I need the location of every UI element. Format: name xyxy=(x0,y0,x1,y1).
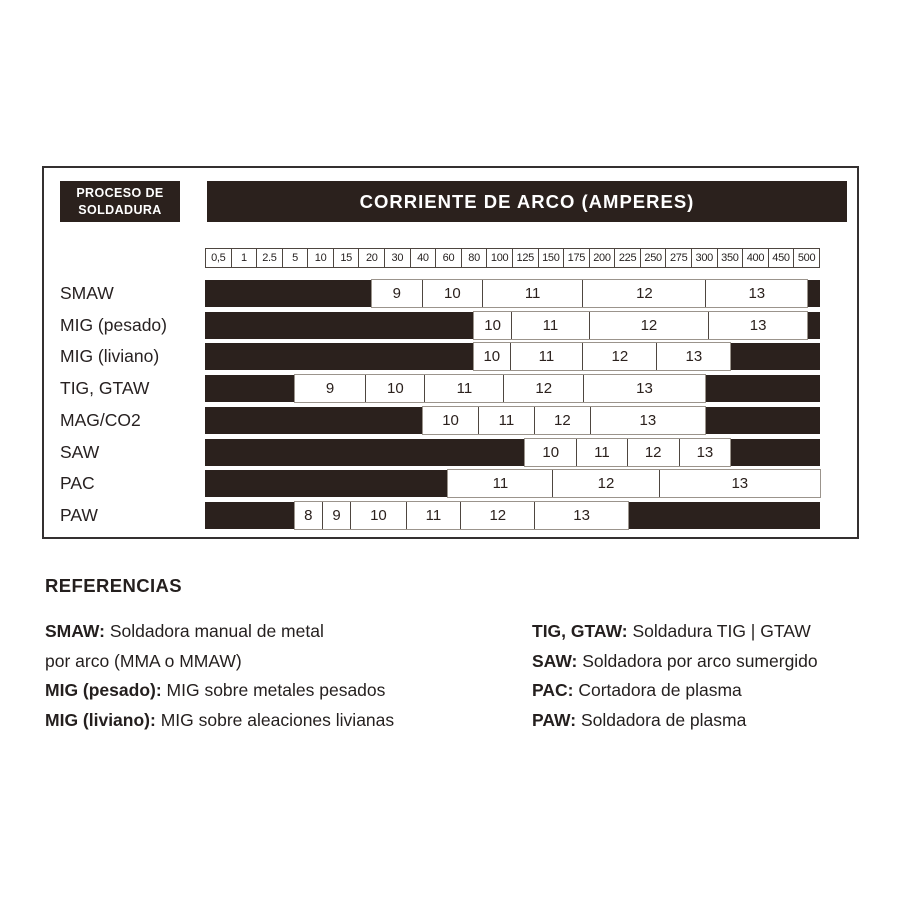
scale-cell: 80 xyxy=(461,249,487,267)
references-title: REFERENCIAS xyxy=(45,575,182,596)
reference-description: Soldadura TIG | GTAW xyxy=(627,621,811,641)
shade-cell: 10 xyxy=(442,412,459,429)
shade-cell: 10 xyxy=(422,280,482,307)
shade-cell: 13 xyxy=(679,439,731,466)
shade-cell-group xyxy=(422,406,706,435)
row-bar xyxy=(205,375,820,402)
row-label: MIG (liviano) xyxy=(60,346,160,366)
row-label: SAW xyxy=(60,442,100,462)
shade-cell: 12 xyxy=(460,502,534,529)
scale-cell: 500 xyxy=(793,249,819,267)
shade-cell-group xyxy=(371,279,809,308)
shade-cell: 11 xyxy=(406,502,460,529)
reference-line xyxy=(532,706,892,736)
scale-cell: 350 xyxy=(717,249,743,267)
row-bar xyxy=(205,312,820,339)
shade-cell-group xyxy=(294,501,629,530)
shade-cell: 8 xyxy=(304,507,313,524)
shade-cell: 13 xyxy=(583,375,704,402)
shade-cell: 12 xyxy=(627,439,679,466)
reference-line xyxy=(532,617,892,647)
reference-description: MIG sobre metales pesados xyxy=(161,680,386,701)
shade-cell: 11 xyxy=(511,312,589,339)
scale-cell: 275 xyxy=(665,249,691,267)
scale-cell: 150 xyxy=(538,249,564,267)
process-header-line2: SOLDADURA xyxy=(78,202,162,217)
shade-cell: 13 xyxy=(705,280,807,307)
shade-cell: 11 xyxy=(492,475,509,492)
reference-term: TIG, GTAW: xyxy=(532,621,628,641)
shade-cell-group xyxy=(473,311,808,340)
process-header-line1: PROCESO DE xyxy=(76,186,164,200)
row-label: MAG/CO2 xyxy=(60,410,141,430)
reference-description: Soldadora manual de metal xyxy=(104,621,324,641)
scale-cell: 200 xyxy=(589,249,615,267)
reference-line xyxy=(45,647,475,677)
shade-cell: 10 xyxy=(483,348,501,365)
scale-cell: 300 xyxy=(691,249,717,267)
shade-cell: 13 xyxy=(659,470,820,497)
scale-cell: 400 xyxy=(742,249,768,267)
row-bar xyxy=(205,343,820,370)
shade-cell-group xyxy=(294,374,706,403)
shade-cell: 12 xyxy=(582,280,705,307)
shade-cell: 12 xyxy=(589,312,708,339)
reference-description: Soldadora de plasma xyxy=(576,709,747,730)
scale-cell: 225 xyxy=(614,249,640,267)
process-header-box xyxy=(60,181,180,222)
reference-term: SMAW: xyxy=(45,621,105,641)
chart-title-bar xyxy=(207,181,847,222)
scale-cell: 1 xyxy=(231,249,257,267)
row-bar xyxy=(205,280,820,307)
scale-cell: 40 xyxy=(410,249,436,267)
scale-cell: 2.5 xyxy=(256,249,282,267)
shade-cell: 11 xyxy=(424,375,503,402)
reference-description: por arco (MMA o MMAW) xyxy=(45,650,242,671)
scale-cell: 450 xyxy=(768,249,794,267)
reference-description: Soldadora por arco sumergido xyxy=(577,650,818,671)
shade-cell-group xyxy=(447,469,821,498)
reference-term: MIG (pesado): xyxy=(45,680,162,701)
shade-cell: 13 xyxy=(708,312,807,339)
row-label: SMAW xyxy=(60,283,114,303)
scale-cell: 10 xyxy=(307,249,333,267)
reference-line xyxy=(532,676,892,706)
shade-cell: 12 xyxy=(582,343,656,370)
reference-line xyxy=(45,617,475,647)
shade-cell: 11 xyxy=(482,280,583,307)
shade-cell-group xyxy=(473,342,731,371)
scale-cell: 175 xyxy=(563,249,589,267)
amperes-scale xyxy=(205,248,820,268)
references-left-column xyxy=(45,617,475,735)
shade-cell: 13 xyxy=(590,407,705,434)
reference-description: MIG sobre aleaciones livianas xyxy=(155,709,395,730)
shade-cell: 12 xyxy=(552,470,658,497)
scale-cell: 0,5 xyxy=(211,252,226,264)
scale-cell: 15 xyxy=(333,249,359,267)
shade-cell: 9 xyxy=(392,285,401,302)
row-bar xyxy=(205,502,820,529)
shade-cell: 11 xyxy=(576,439,627,466)
shade-chart-panel xyxy=(42,166,859,539)
reference-term: PAW: xyxy=(532,709,577,730)
row-label: MIG (pesado) xyxy=(60,315,167,335)
scale-cell: 100 xyxy=(486,249,512,267)
shade-cell: 12 xyxy=(534,407,590,434)
shade-cell: 10 xyxy=(350,502,406,529)
reference-line xyxy=(532,647,892,677)
scale-cell: 125 xyxy=(512,249,538,267)
reference-line xyxy=(45,706,475,736)
scale-cell: 60 xyxy=(435,249,461,267)
shade-cell: 13 xyxy=(656,343,730,370)
shade-cell: 9 xyxy=(322,502,350,529)
shade-cell: 13 xyxy=(534,502,627,529)
shade-cell: 11 xyxy=(478,407,533,434)
scale-cell: 20 xyxy=(358,249,384,267)
row-label: PAW xyxy=(60,505,98,525)
references-right-column xyxy=(532,617,892,735)
row-label: TIG, GTAW xyxy=(60,378,150,398)
row-bar xyxy=(205,439,820,466)
chart-title: CORRIENTE DE ARCO (AMPERES) xyxy=(359,190,695,212)
row-bar xyxy=(205,407,820,434)
shade-cell: 10 xyxy=(484,317,501,334)
reference-term: MIG (liviano): xyxy=(45,709,156,730)
scale-cell: 250 xyxy=(640,249,666,267)
reference-description: Cortadora de plasma xyxy=(573,680,742,701)
row-label: PAC xyxy=(60,473,95,493)
scale-cell: 30 xyxy=(384,249,410,267)
shade-cell: 9 xyxy=(325,380,335,397)
shade-cell-group xyxy=(524,438,731,467)
scale-cell: 5 xyxy=(282,249,308,267)
reference-term: SAW: xyxy=(532,650,578,671)
shade-cell: 11 xyxy=(510,343,583,370)
shade-cell: 10 xyxy=(542,444,560,461)
row-bar xyxy=(205,470,820,497)
reference-line xyxy=(45,676,475,706)
reference-term: PAC: xyxy=(532,680,574,701)
shade-cell: 12 xyxy=(503,375,583,402)
shade-cell: 10 xyxy=(365,375,424,402)
